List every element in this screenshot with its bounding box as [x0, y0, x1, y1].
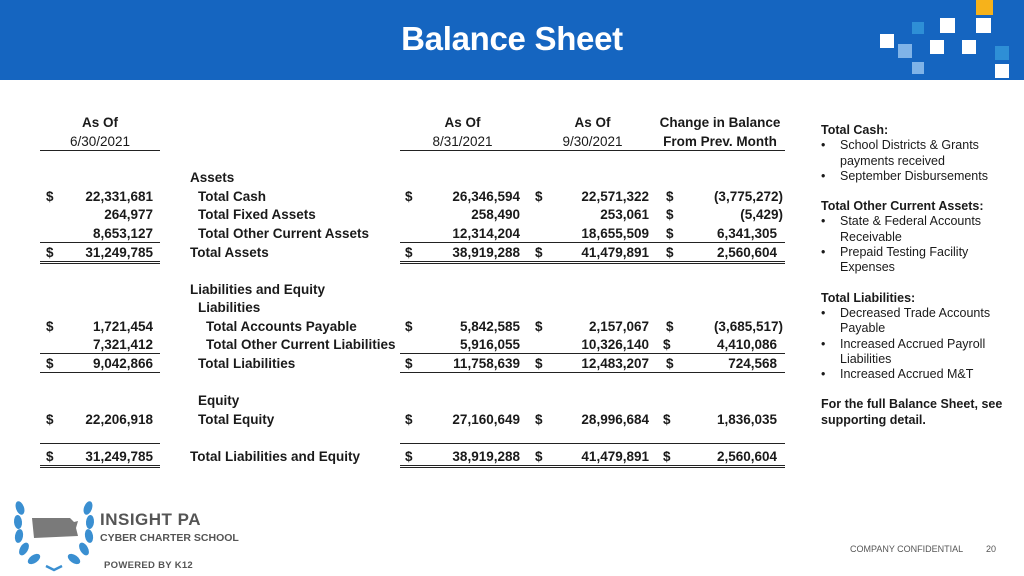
- col-header-6-30-line1: As Of: [81, 115, 118, 130]
- row-label-total-equity: Total Equity: [198, 412, 275, 427]
- currency-sign: $: [46, 189, 54, 204]
- currency-sign: $: [46, 412, 54, 427]
- decor-square: [976, 0, 993, 15]
- value-cell: (3,685,517): [713, 319, 783, 334]
- list-item: [821, 367, 1011, 382]
- divider: [400, 443, 785, 444]
- currency-sign: $: [663, 337, 671, 352]
- divider: [40, 465, 160, 466]
- divider: [400, 242, 785, 243]
- value-cell: (5,429): [740, 207, 783, 222]
- value-cell: 22,571,322: [581, 189, 649, 204]
- value-cell: 1,836,035: [716, 412, 777, 427]
- value-cell: 5,842,585: [459, 319, 520, 334]
- list-item: [821, 245, 1011, 276]
- value-cell: 27,160,649: [452, 412, 520, 427]
- note-heading-total-cash: Total Cash:: [821, 123, 889, 137]
- divider: [400, 372, 785, 373]
- currency-sign: $: [666, 319, 674, 334]
- currency-sign: $: [46, 356, 54, 371]
- bullet: •: [821, 245, 826, 260]
- list-item: [821, 169, 1011, 184]
- value-cell: 18,655,509: [581, 226, 649, 241]
- divider: [40, 467, 160, 468]
- divider: [400, 467, 785, 468]
- decor-square: [880, 34, 894, 48]
- currency-sign: $: [405, 356, 413, 371]
- note-text: Increased Accrued M&T: [840, 367, 974, 382]
- decor-square: [930, 40, 944, 54]
- page-number: 20: [986, 544, 997, 554]
- row-label-total-fixed-assets: Total Fixed Assets: [198, 207, 316, 222]
- col-header-9-30-line2: 9/30/2021: [562, 134, 623, 149]
- value-cell: 12,483,207: [581, 356, 649, 371]
- divider: [40, 150, 160, 151]
- row-label-total-assets: Total Assets: [190, 245, 269, 260]
- note-heading-total-liabilities: Total Liabilities:: [821, 290, 916, 305]
- note-heading-other-current-assets: Total Other Current Assets:: [821, 199, 984, 214]
- col-header-9-30-line1: As Of: [574, 115, 611, 130]
- decor-square: [976, 18, 991, 33]
- note-text: September Disbursements: [840, 168, 988, 183]
- value-cell: 9,042,866: [92, 356, 153, 371]
- currency-sign: $: [46, 449, 54, 464]
- currency-sign: $: [666, 207, 674, 222]
- currency-sign: $: [405, 245, 413, 260]
- value-cell: 4,410,086: [716, 337, 777, 352]
- row-label-total-other-current-liabilities: Total Other Current Liabilities: [206, 337, 396, 352]
- value-cell: 8,653,127: [92, 226, 153, 241]
- currency-sign: $: [663, 412, 671, 427]
- value-cell: 28,996,684: [581, 412, 649, 427]
- bullet: •: [821, 214, 826, 229]
- school-logo: [12, 496, 252, 576]
- currency-sign: $: [405, 412, 413, 427]
- value-cell: 26,346,594: [452, 189, 520, 204]
- note-text: Prepaid Testing Facility Expenses: [840, 245, 969, 275]
- currency-sign: $: [666, 356, 674, 371]
- bullet: •: [821, 168, 826, 183]
- value-cell: 253,061: [600, 207, 649, 222]
- list-item: [821, 306, 1011, 337]
- value-cell: 31,249,785: [85, 449, 153, 464]
- bullet: •: [821, 305, 826, 320]
- value-cell: 10,326,140: [581, 337, 649, 352]
- note-text: School Districts & Grants payments received: [840, 138, 979, 168]
- currency-sign: $: [535, 189, 543, 204]
- currency-sign: $: [535, 449, 543, 464]
- value-cell: (3,775,272): [713, 189, 783, 204]
- decor-square: [995, 64, 1009, 78]
- value-cell: 38,919,288: [452, 245, 520, 260]
- value-cell: 38,919,288: [452, 449, 520, 464]
- divider: [40, 261, 160, 262]
- currency-sign: $: [663, 449, 671, 464]
- note-text: Increased Accrued Payroll Liabilities: [840, 336, 986, 366]
- currency-sign: $: [535, 356, 543, 371]
- section-assets: Assets: [190, 170, 235, 185]
- row-label-total-liabilities: Total Liabilities: [198, 356, 296, 371]
- decor-square: [940, 18, 955, 33]
- currency-sign: $: [405, 449, 413, 464]
- value-cell: 258,490: [471, 207, 520, 222]
- decor-square: [912, 22, 924, 34]
- divider: [40, 242, 160, 243]
- section-liabilities: Liabilities: [198, 300, 261, 315]
- value-cell: 2,560,604: [716, 245, 777, 260]
- currency-sign: $: [535, 319, 543, 334]
- logo-powered-by: POWERED BY K12: [104, 560, 194, 571]
- list-item: [821, 138, 1011, 169]
- value-cell: 41,479,891: [581, 449, 649, 464]
- row-label-total-cash: Total Cash: [198, 189, 267, 204]
- value-cell: 5,916,055: [459, 337, 520, 352]
- value-cell: 724,568: [728, 356, 777, 371]
- decor-square: [912, 62, 924, 74]
- col-header-change-line1: Change in Balance: [659, 115, 781, 130]
- col-header-6-30-line2: 6/30/2021: [69, 134, 131, 149]
- bullet: •: [821, 367, 826, 382]
- value-cell: 7,321,412: [92, 337, 153, 352]
- currency-sign: $: [535, 245, 543, 260]
- divider: [400, 263, 785, 264]
- divider: [400, 353, 785, 354]
- note-text: State & Federal Accounts Receivable: [840, 214, 982, 244]
- value-cell: 11,758,639: [453, 356, 520, 371]
- divider: [40, 443, 160, 444]
- value-cell: 22,206,918: [85, 412, 153, 427]
- value-cell: 22,331,681: [85, 189, 153, 204]
- section-liabilities-and-equity: Liabilities and Equity: [190, 282, 326, 297]
- currency-sign: $: [666, 189, 674, 204]
- currency-sign: $: [46, 319, 54, 334]
- col-header-change-line2: From Prev. Month: [663, 134, 777, 149]
- note-text: Decreased Trade Accounts Payable: [840, 305, 991, 336]
- currency-sign: $: [666, 226, 674, 241]
- currency-sign: $: [46, 245, 54, 260]
- section-equity: Equity: [198, 393, 240, 408]
- list-item: [821, 214, 1011, 245]
- confidential-label: COMPANY CONFIDENTIAL: [850, 544, 964, 554]
- value-cell: 2,157,067: [588, 319, 649, 334]
- col-header-8-31-line2: 8/31/2021: [432, 134, 493, 149]
- currency-sign: $: [405, 189, 413, 204]
- value-cell: 2,560,604: [716, 449, 777, 464]
- currency-sign: $: [666, 245, 674, 260]
- bullet: •: [821, 138, 826, 153]
- decor-square: [962, 40, 976, 54]
- value-cell: 41,479,891: [581, 245, 649, 260]
- page-title: Balance Sheet: [401, 20, 623, 57]
- bullet: •: [821, 336, 826, 351]
- logo-name: INSIGHT PA: [100, 510, 202, 529]
- divider: [40, 372, 160, 373]
- row-label-total-other-current-assets: Total Other Current Assets: [198, 226, 370, 241]
- value-cell: 1,721,454: [92, 319, 153, 334]
- divider: [400, 465, 785, 466]
- col-header-8-31-line1: As Of: [444, 115, 481, 130]
- divider: [40, 263, 160, 264]
- divider: [400, 150, 785, 151]
- value-cell: 12,314,204: [452, 226, 520, 241]
- decor-square: [995, 46, 1009, 60]
- row-label-total-accounts-payable: Total Accounts Payable: [206, 319, 357, 334]
- logo-subtitle: CYBER CHARTER SCHOOL: [100, 532, 239, 544]
- value-cell: 264,977: [104, 207, 153, 222]
- note-full-balance-sheet: For the full Balance Sheet, see supporting detail.: [821, 397, 1003, 427]
- divider: [400, 261, 785, 262]
- laurel-emblem-icon: [12, 496, 96, 574]
- currency-sign: $: [535, 412, 543, 427]
- side-notes: [821, 123, 1011, 428]
- decor-square: [898, 44, 912, 58]
- row-label-total-liabilities-and-equity: Total Liabilities and Equity: [190, 449, 361, 464]
- currency-sign: $: [405, 319, 413, 334]
- divider: [40, 353, 160, 354]
- value-cell: 31,249,785: [85, 245, 153, 260]
- list-item: [821, 337, 1011, 368]
- value-cell: 6,341,305: [716, 226, 777, 241]
